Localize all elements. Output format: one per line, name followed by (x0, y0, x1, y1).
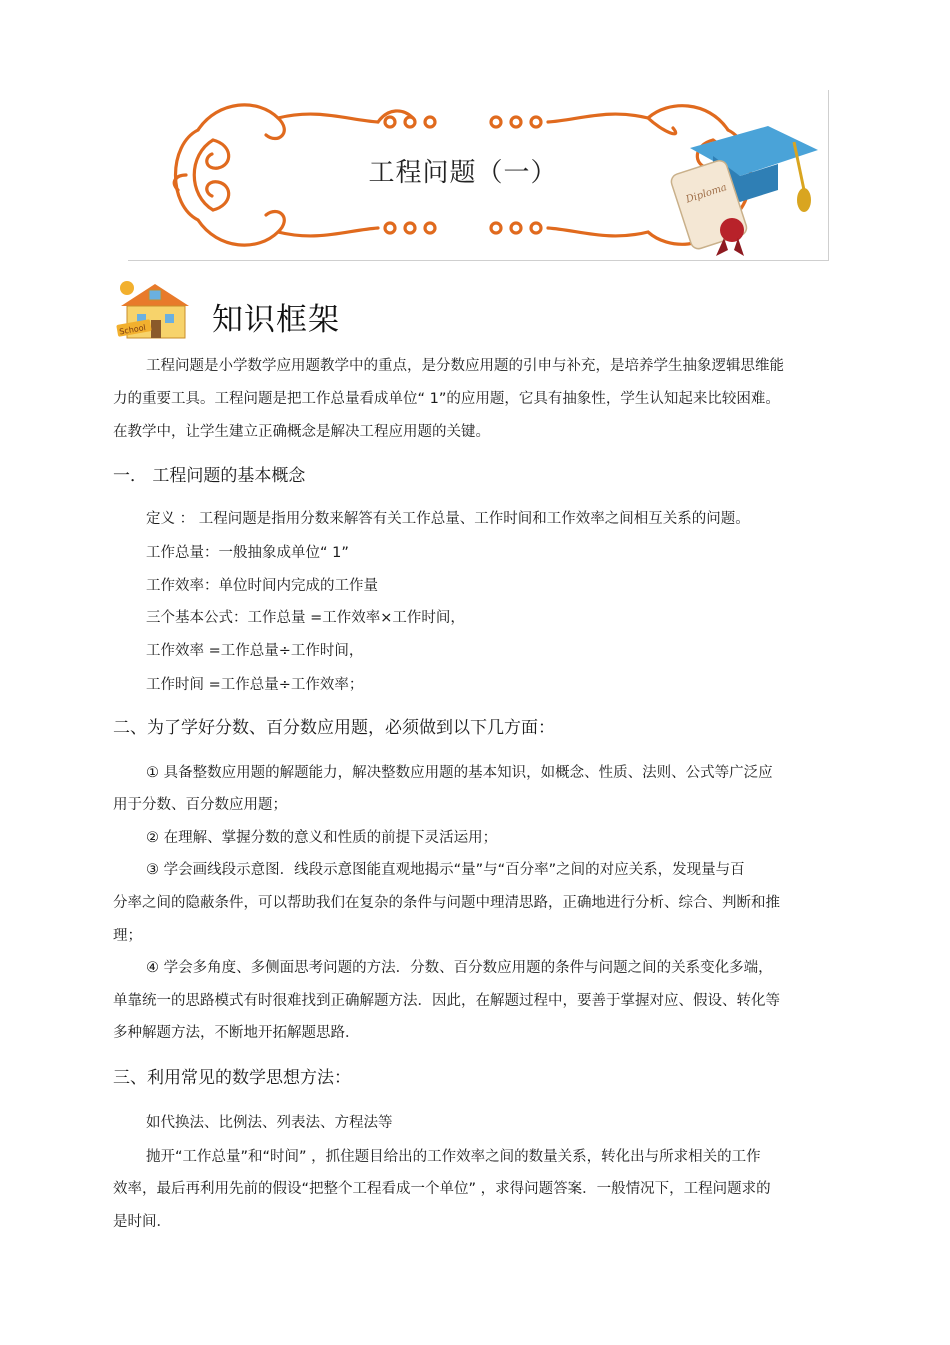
part2-line-4: ③ 学会画线段示意图．线段示意图能直观地揭示“量”与“百分率”之间的对应关系，发现量与百 (146, 862, 745, 878)
part3-line-4: 是时间． (113, 1214, 171, 1230)
part2-line-3: ② 在理解、掌握分数的意义和性质的前提下灵活运用； (146, 830, 498, 846)
part2-line-8: 单靠统一的思路模式有时很难找到正确解题方法．因此，在解题过程中，要善于掌握对应、假设、转化等 (113, 993, 780, 1009)
part3-line-1: 如代换法、比例法、列表法、方程法等 (146, 1115, 393, 1131)
part1-line-1: 定义 ： 工程问题是指用分数来解答有关工作总量、工作时间和工作效率之间相互关系的问题。 (146, 511, 750, 527)
page-title: 工程问题（一） (368, 158, 558, 188)
heading-part-1: 一． 工程问题的基本概念 (113, 466, 306, 486)
intro-line-2: 力的重要工具。工程问题是把工作总量看成单位“ 1”的应用题，它具有抽象性，学生认知起来比较困难。 (113, 391, 780, 407)
part3-line-2: 抛开“工作总量”和“时间” ，抓住题目给出的工作效率之间的数量关系，转化出与所求相关的工作 (146, 1149, 761, 1165)
part1-line-5: 工作效率 =工作总量÷工作时间， (146, 643, 364, 659)
svg-text:School: School (118, 323, 147, 337)
part2-line-5: 分率之间的隐蔽条件，可以帮助我们在复杂的条件与问题中理清思路，正确地进行分析、综合、判断和推 (113, 895, 780, 911)
heading-part-3: 三、利用常见的数学思想方法： (113, 1068, 351, 1088)
part2-line-1: ① 具备整数应用题的解题能力，解决整数应用题的基本知识，如概念、性质、法则、公式等广泛应 (146, 765, 773, 781)
part2-line-7: ④ 学会多角度、多侧面思考问题的方法．分数、百分数应用题的条件与问题之间的关系变化多端， (146, 960, 773, 976)
section-title: 知识框架 (212, 302, 340, 338)
part1-line-6: 工作时间 =工作总量÷工作效率； (146, 677, 364, 693)
school-house-icon (115, 276, 200, 342)
title-banner (128, 90, 829, 261)
intro-line-3: 在教学中，让学生建立正确概念是解决工程应用题的关键。 (113, 424, 490, 440)
part3-line-3: 效率，最后再利用先前的假设“把整个工程看成一个单位” ，求得问题答案．一般情况下，工程问题求的 (113, 1181, 771, 1197)
part2-line-2: 用于分数、百分数应用题； (113, 797, 287, 813)
heading-part-2: 二、为了学好分数、百分数应用题，必须做到以下几方面： (113, 718, 555, 738)
part1-line-4: 三个基本公式：工作总量 =工作效率×工作时间， (146, 610, 465, 626)
part2-line-6: 理； (113, 928, 142, 944)
part1-line-3: 工作效率：单位时间内完成的工作量 (146, 578, 378, 594)
part2-line-9: 多种解题方法，不断地开拓解题思路． (113, 1025, 360, 1041)
intro-line-1: 工程问题是小学数学应用题教学中的重点，是分数应用题的引申与补充，是培养学生抽象逻辑思维能 (146, 358, 784, 374)
part1-line-2: 工作总量：一般抽象成单位“ 1” (146, 545, 349, 561)
svg-text:Diploma: Diploma (684, 182, 729, 206)
